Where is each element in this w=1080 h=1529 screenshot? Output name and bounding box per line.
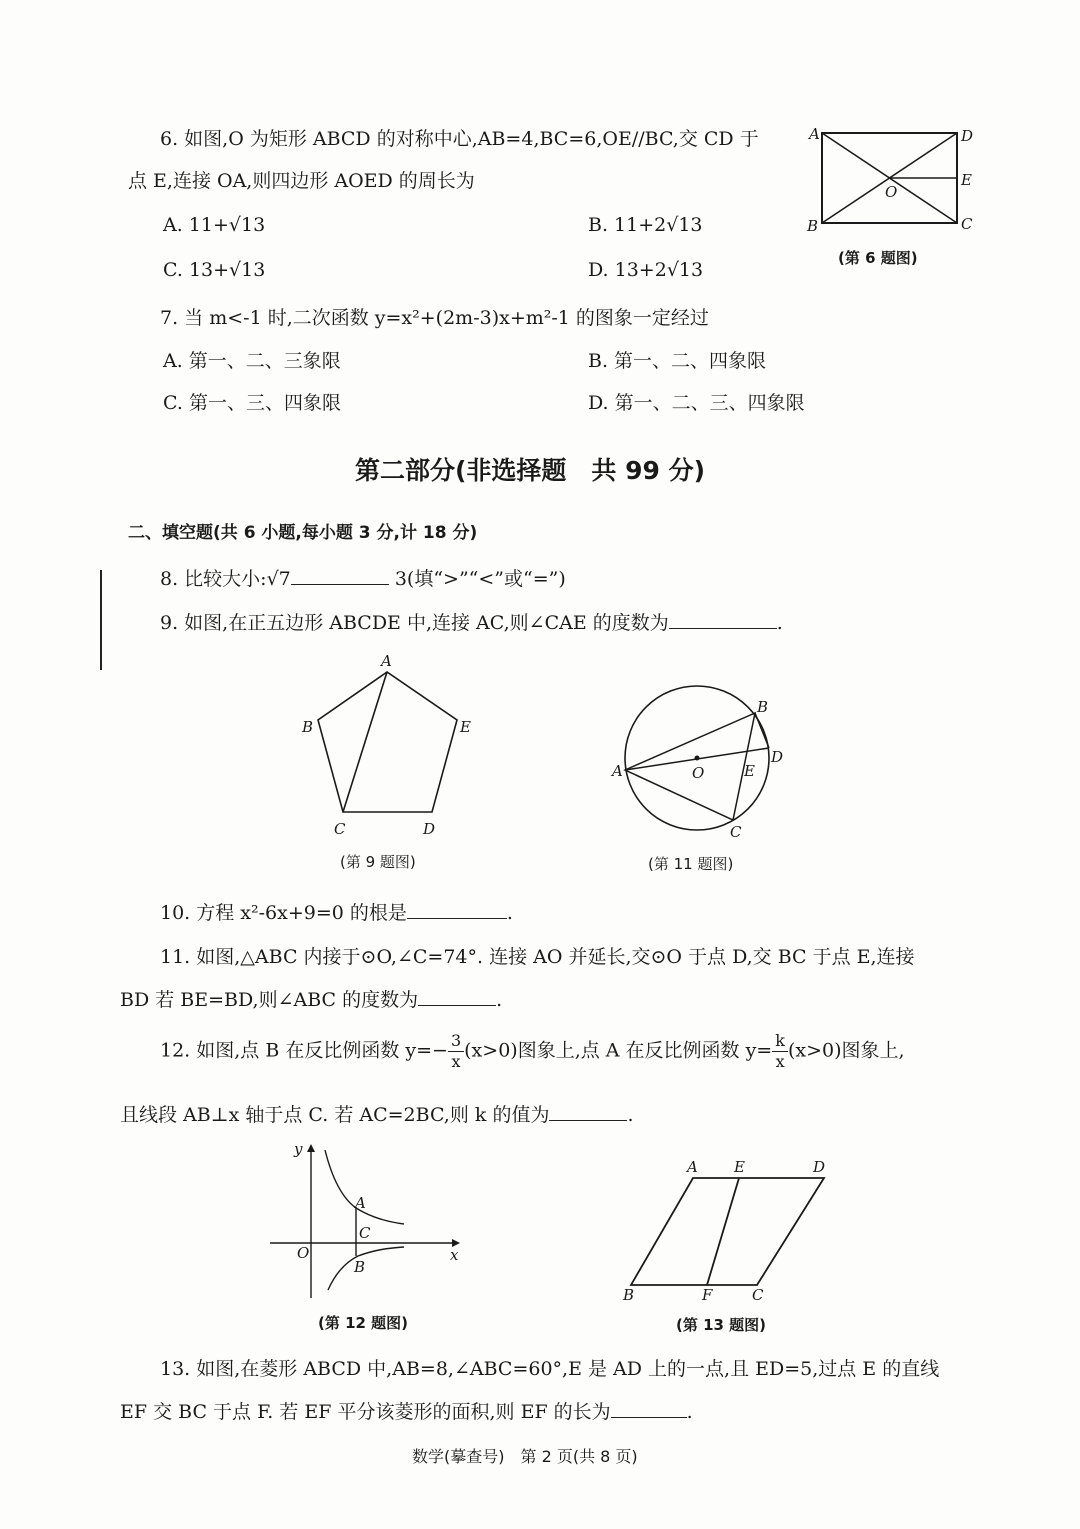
q10-period: .: [506, 902, 513, 924]
q11-period: .: [496, 989, 503, 1011]
q9-figure: [295, 650, 495, 840]
q6-caption: (第 6 题图): [838, 249, 918, 267]
q9-label-e: E: [460, 718, 471, 736]
q10: [160, 902, 513, 925]
q9-answer-blank[interactable]: [669, 612, 777, 629]
q13-label-d: D: [813, 1158, 826, 1176]
q11-label-b: B: [757, 698, 769, 716]
q13-line2-text: EF 交 BC 于点 F. 若 EF 平分该菱形的面积,则 EF 的长为: [120, 1401, 611, 1423]
q10-text: 10. 方程 x²-6x+9=0 的根是: [160, 902, 407, 924]
q13-label-b: B: [623, 1286, 635, 1304]
q13-label-e: E: [734, 1158, 745, 1176]
q8: [160, 568, 566, 591]
q13-line2: [120, 1401, 693, 1424]
q11-label-c: C: [730, 823, 742, 841]
q9-label-a: A: [381, 652, 392, 670]
q12-label-x: x: [450, 1246, 459, 1264]
q6-option-a[interactable]: A. 11+√13: [163, 214, 266, 236]
q9-text: 9. 如图,在正五边形 ABCDE 中,连接 AC,则∠CAE 的度数为: [160, 612, 669, 634]
q12-label-o: O: [297, 1244, 310, 1262]
q13-caption: (第 13 题图): [676, 1316, 767, 1334]
q12-post: (x>0)图象上,: [787, 1039, 905, 1062]
q7-option-b[interactable]: B. 第一、二、四象限: [588, 350, 767, 372]
q11-label-e: E: [744, 762, 755, 780]
q11-line2: [120, 989, 502, 1012]
q9-label-c: C: [334, 820, 346, 838]
q12-mid: (x>0)图象上,点 A 在反比例函数 y=: [464, 1039, 773, 1062]
q12-figure: [270, 1140, 470, 1300]
q12-frac2-denominator: x: [775, 1052, 785, 1071]
q12-line2: [120, 1104, 634, 1127]
q13-period: .: [686, 1401, 693, 1423]
q8-answer-blank[interactable]: [291, 568, 389, 585]
q11-line1: 11. 如图,△ABC 内接于⊙O,∠C=74°. 连接 AO 并延长,交⊙O 于点 D,交 BC 于点 E,连接: [160, 946, 915, 968]
q6-label-c: C: [961, 215, 973, 233]
q6-label-o: O: [885, 183, 898, 201]
q10-answer-blank[interactable]: [407, 902, 507, 919]
q12-label-a: A: [355, 1194, 366, 1212]
part2-title: 第二部分(非选择题 共 99 分): [355, 456, 706, 485]
q9-period: .: [776, 612, 783, 634]
q11-label-a: A: [612, 762, 623, 780]
q11-label-o: O: [692, 764, 705, 782]
q12-label-b: B: [354, 1258, 366, 1276]
q12-period: .: [627, 1104, 634, 1126]
q6-label-a: A: [809, 125, 820, 143]
q11-line2-text: BD 若 BE=BD,则∠ABC 的度数为: [120, 989, 419, 1011]
q6-line1: 6. 如图,O 为矩形 ABCD 的对称中心,AB=4,BC=6,OE//BC,交 CD 于: [160, 128, 759, 150]
q6-label-d: D: [961, 127, 974, 145]
q6-option-c[interactable]: C. 13+√13: [163, 259, 266, 281]
q7-stem: 7. 当 m<-1 时,二次函数 y=x²+(2m-3)x+m²-1 的图象一定经过: [160, 307, 709, 329]
section2-heading: 二、填空题(共 6 小题,每小题 3 分,计 18 分): [128, 523, 478, 543]
q12-pre: 12. 如图,点 B 在反比例函数 y=−: [160, 1039, 448, 1062]
q13-figure: [615, 1152, 845, 1307]
margin-mark: [100, 570, 102, 670]
q12-label-c: C: [359, 1224, 371, 1242]
q12-fraction-2: [772, 1033, 788, 1070]
q9-label-b: B: [302, 718, 314, 736]
q11-caption: (第 11 题图): [648, 855, 734, 873]
q8-post: 3(填“>”“<”或“=”): [394, 568, 566, 590]
q7-option-d[interactable]: D. 第一、二、三、四象限: [588, 392, 805, 414]
q12-line2-text: 且线段 AB⊥x 轴于点 C. 若 AC=2BC,则 k 的值为: [120, 1104, 550, 1126]
q6-option-d[interactable]: D. 13+2√13: [588, 259, 704, 281]
q13-label-a: A: [687, 1158, 698, 1176]
q13-answer-blank[interactable]: [611, 1401, 687, 1418]
q11-figure: [610, 680, 810, 850]
q9-label-d: D: [423, 820, 436, 838]
q11-answer-blank[interactable]: [418, 989, 496, 1006]
page-footer: 数学(摹查号) 第 2 页(共 8 页): [412, 1447, 638, 1466]
q12-caption: (第 12 题图): [318, 1314, 409, 1332]
q12-line1: [160, 1033, 905, 1070]
q7-option-c[interactable]: C. 第一、三、四象限: [163, 392, 341, 414]
q12-frac1-numerator: 3: [448, 1033, 464, 1052]
q12-answer-blank[interactable]: [549, 1104, 627, 1121]
q9-caption: (第 9 题图): [340, 853, 416, 871]
q6-label-b: B: [807, 217, 819, 235]
q13-label-c: C: [752, 1286, 764, 1304]
q13-line1: 13. 如图,在菱形 ABCD 中,AB=8,∠ABC=60°,E 是 AD 上的一点,且 ED=5,过点 E 的直线: [160, 1358, 940, 1380]
q12-label-y: y: [294, 1140, 303, 1158]
q11-label-d: D: [771, 748, 784, 766]
q6-line2: 点 E,连接 OA,则四边形 AOED 的周长为: [128, 170, 475, 192]
q7-option-a[interactable]: A. 第一、二、三象限: [163, 350, 341, 372]
q6-figure: [805, 125, 985, 240]
q13-label-f: F: [702, 1286, 713, 1304]
q12-fraction-1: [448, 1033, 464, 1070]
q6-option-b[interactable]: B. 11+2√13: [588, 214, 703, 236]
q6-label-e: E: [961, 171, 972, 189]
q12-frac1-denominator: x: [451, 1052, 461, 1071]
q9: [160, 612, 783, 635]
q8-pre: 8. 比较大小:√7: [160, 568, 291, 590]
q12-frac2-numerator: k: [772, 1033, 788, 1052]
